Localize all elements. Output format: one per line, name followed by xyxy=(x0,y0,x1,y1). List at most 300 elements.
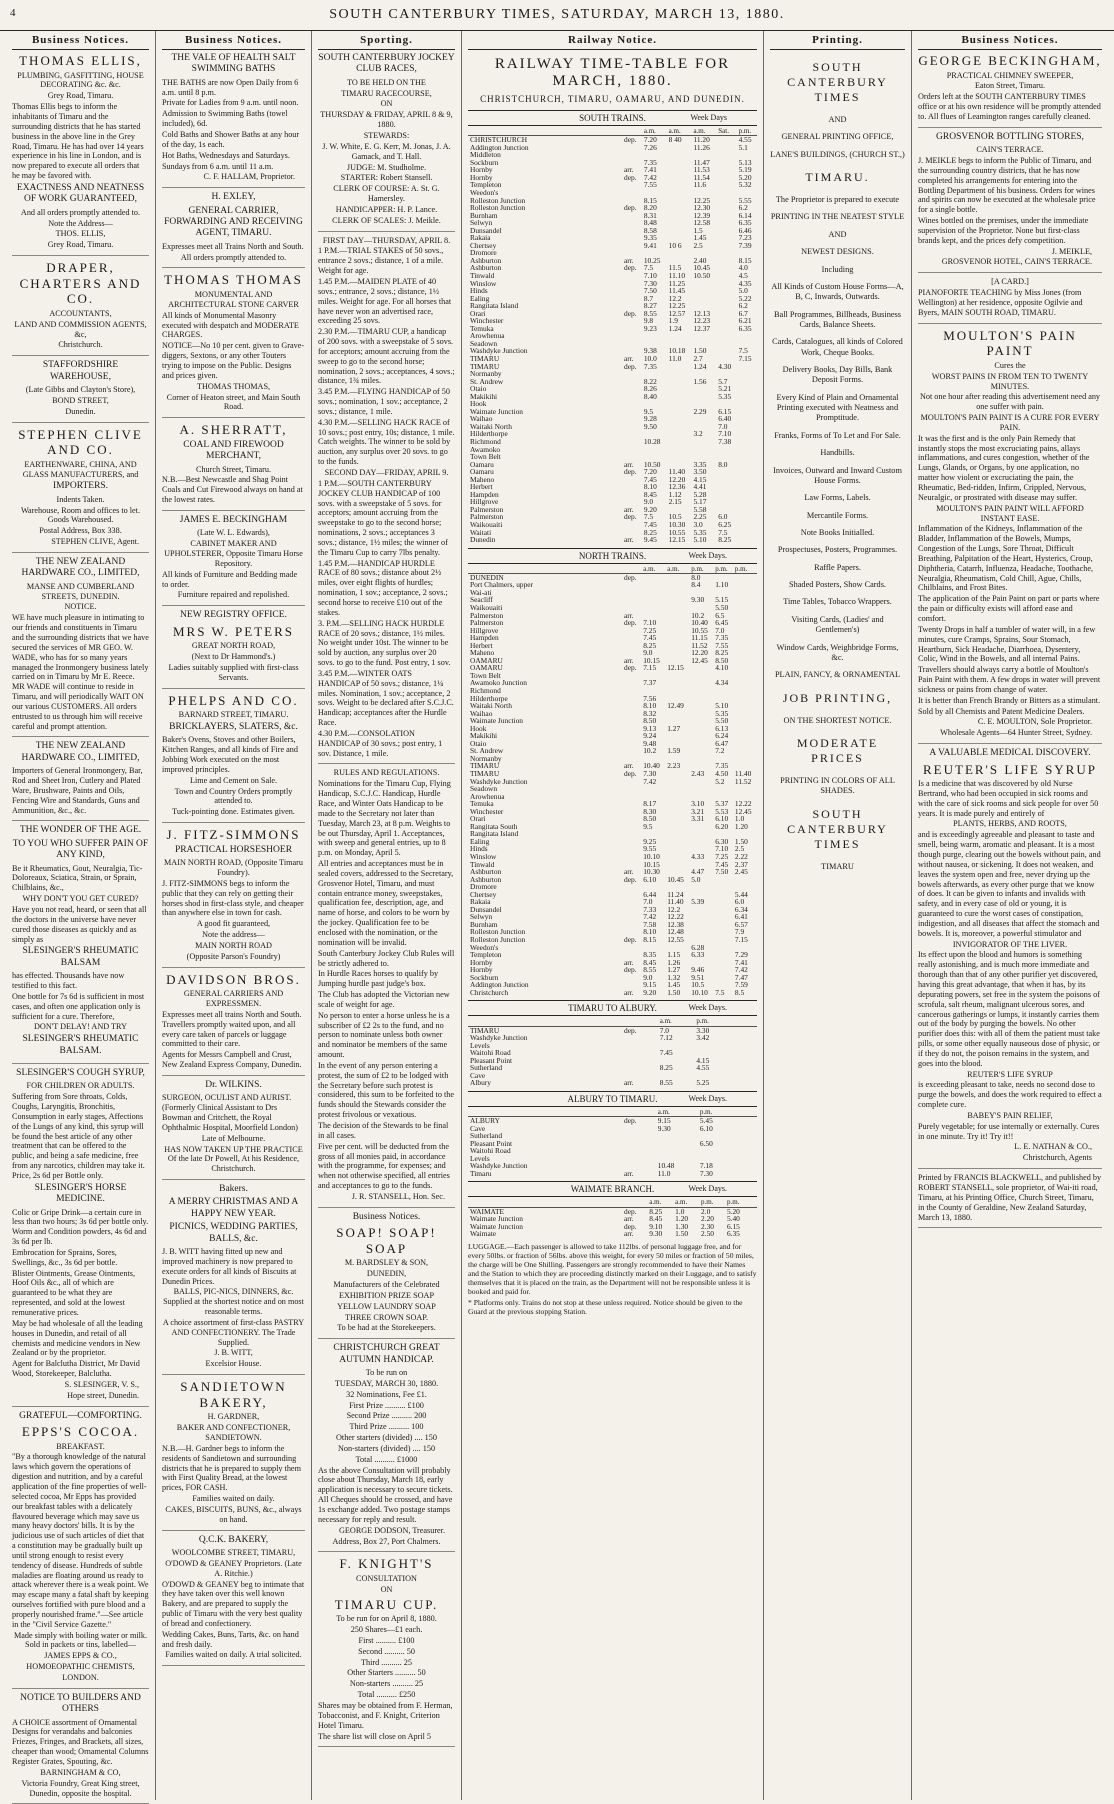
ad-line: Excelsior House. xyxy=(205,1359,262,1369)
ad-line: All kinds of Furniture and Bedding made to order. xyxy=(162,569,298,589)
timetable-title xyxy=(468,548,757,564)
departure-time: 12.20 xyxy=(668,474,686,484)
railway-note: LUGGAGE.—Each passenger is allowed to take 112lbs. of personal luggage free, and for every 50lbs. or fraction of 56lbs. above this weight, for every 50 miles or fraction of 50 miles, the charge will be One Shilling. Passengers are strongly recommended to have their Names and the Station to which they are proceeding distinctly marked on their Luggage, and to satisfy themselves that it is placed on the train, as the Department will not be responsible unless it is booked and paid for. xyxy=(468,1241,757,1297)
departure-time: 10.30 xyxy=(643,867,660,877)
advertisement xyxy=(12,1068,149,1407)
ad-line: Non-starters .......... 25 xyxy=(349,1679,424,1689)
departure-time: 3.31 xyxy=(691,814,705,824)
departure-time xyxy=(716,317,736,325)
departure-time: 12.22 xyxy=(734,799,752,809)
departure-time: 1.56 xyxy=(693,376,707,386)
printing-line: SOUTH CANTERBURY TIMES xyxy=(787,60,888,104)
departure-time: 7.9 xyxy=(734,927,745,937)
departure-time: 7.5 xyxy=(738,346,748,356)
departure-time xyxy=(733,740,757,748)
station-name: Maheno xyxy=(470,648,495,658)
departure-time xyxy=(716,264,736,272)
departure-time: 8.32 xyxy=(643,708,657,718)
departure-time: 8.45 xyxy=(643,489,657,499)
station-name: Chertsey xyxy=(470,889,497,899)
ad-list xyxy=(12,53,149,1804)
departure-time: 11.40 xyxy=(668,467,686,477)
ad-line: BAKER AND CONFECTIONER, SANDIETOWN. xyxy=(176,1423,291,1443)
departure-time xyxy=(665,838,689,846)
departure-time: 5.55 xyxy=(738,195,752,205)
departure-time xyxy=(622,725,641,733)
ad-line: Agent for Balclutha District, Mr David Wood, Storekeeper, Balclutha. xyxy=(12,1359,140,1379)
departure-time xyxy=(622,325,642,333)
ad-line: ON xyxy=(380,99,393,109)
printing-line: Time Tables, Tobacco Wrappers. xyxy=(783,597,892,607)
departure-time: 9.30 xyxy=(691,595,705,605)
timetable-row xyxy=(468,181,757,189)
departure-time xyxy=(667,151,692,159)
departure-time xyxy=(641,573,665,581)
departure-time xyxy=(667,415,692,423)
ad-line: MAIN NORTH ROAD xyxy=(195,940,272,950)
departure-time: 6.41 xyxy=(734,912,748,922)
departure-time xyxy=(622,446,642,454)
departure-time xyxy=(716,498,736,506)
timetable-row xyxy=(468,604,757,612)
departure-time xyxy=(667,181,692,189)
departure-time: 8.4 xyxy=(691,580,701,590)
ad-line: 4.30 P.M.—SELLING HACK RACE of 10 sovs.; post entry, 10s; distance, 1 mile. Catch weights. The winner to be sold by auction, any surplus over 20 sovs. to go to the funds. xyxy=(318,417,455,467)
station-name: Otaio xyxy=(470,738,487,748)
departure-time: 12.48 xyxy=(667,927,684,937)
advertisement xyxy=(12,260,149,356)
column-railway-notice xyxy=(462,31,764,1800)
ad-list xyxy=(318,53,455,1747)
advertisement xyxy=(12,360,149,422)
timetable-header-cell: a.m. xyxy=(658,1018,695,1026)
departure-time: 6.47 xyxy=(715,738,729,748)
departure-time: 10.45 xyxy=(667,874,684,884)
departure-time xyxy=(749,1170,757,1178)
departure-time: 6.0 xyxy=(734,897,745,907)
departure-time: dep. xyxy=(624,512,637,522)
departure-time: 7.42 xyxy=(643,172,657,182)
printing-line: All Kinds of Custom House Forms—A, B, C, Inwards, Outwards. xyxy=(771,281,904,302)
departure-time: 8.45 xyxy=(649,1214,663,1224)
departure-time xyxy=(716,468,736,476)
departure-time: 9.15 xyxy=(643,980,657,990)
station-name: Palmerston xyxy=(470,504,504,514)
departure-time xyxy=(691,287,716,295)
ad-line: PICNICS, WEDDING PARTIES, BALLS, &c. xyxy=(169,1222,298,1244)
timetable-row xyxy=(468,370,757,378)
departure-time xyxy=(716,204,736,212)
departure-time xyxy=(748,1064,757,1072)
departure-time: 7.33 xyxy=(643,904,657,914)
ad-line: SANDIETOWN BAKERY, xyxy=(180,1379,287,1410)
timetable-header-cell: a.m. xyxy=(667,128,692,136)
ad-line: BARNINGHAM & CO, xyxy=(40,1767,121,1777)
station-name: Hinds xyxy=(470,844,488,854)
departure-time xyxy=(731,1079,740,1087)
departure-time: dep. xyxy=(624,172,637,182)
departure-time xyxy=(689,717,713,725)
departure-time xyxy=(665,627,689,635)
departure-time xyxy=(732,1162,740,1170)
ad-line: J. B. WITT, xyxy=(214,1348,253,1358)
departure-time xyxy=(737,536,757,544)
departure-time xyxy=(737,363,757,371)
departure-time xyxy=(622,400,642,408)
ad-line: South Canterbury Jockey Club Rules will be strictly adhered to. xyxy=(318,948,455,968)
departure-time: 7.0 xyxy=(718,421,728,431)
departure-time: 6.45 xyxy=(715,618,729,628)
timetable-row xyxy=(468,717,757,725)
departure-time xyxy=(641,589,665,597)
departure-time xyxy=(622,1049,658,1057)
departure-time xyxy=(667,393,692,401)
departure-time: 7.59 xyxy=(734,980,748,990)
ad-line: The Club has adopted the Victorian new scale of weight for age. xyxy=(318,990,450,1009)
departure-time xyxy=(622,974,641,982)
ad-line: MOULTON'S PAIN PAINT WILL AFFORD INSTANT EASE. xyxy=(936,503,1084,523)
timetable-row xyxy=(468,740,757,748)
departure-time xyxy=(622,370,642,378)
departure-time: 8.15 xyxy=(643,195,657,205)
departure-time: dep. xyxy=(624,1116,637,1126)
column-business-notices-3 xyxy=(912,31,1108,1800)
advertisement xyxy=(318,1212,455,1339)
departure-time: 5.15 xyxy=(715,595,729,605)
departure-time: 9.45 xyxy=(643,535,657,545)
departure-time: 10.2 xyxy=(691,610,705,620)
departure-time xyxy=(622,785,641,793)
timetable-row xyxy=(468,830,757,838)
station-name: Selwyn xyxy=(470,218,493,228)
departure-time: 8.10 xyxy=(643,482,657,492)
ad-line: EXACTNESS AND NEATNESS OF WORK GUARANTEED, xyxy=(16,182,145,205)
timetable-row xyxy=(468,1170,757,1178)
departure-time xyxy=(665,823,689,831)
timetable-row xyxy=(468,536,757,544)
station-name: Dunsandel xyxy=(470,225,502,235)
departure-time: 7.41 xyxy=(643,165,657,175)
station-name: Rolleston Junction xyxy=(470,927,526,937)
departure-time xyxy=(622,891,641,899)
departure-time xyxy=(713,687,733,695)
departure-time: dep. xyxy=(624,965,637,975)
departure-time: 4.33 xyxy=(691,852,705,862)
departure-time: 1.27 xyxy=(667,965,681,975)
departure-time xyxy=(667,166,692,174)
station-name: Port Chalmers, upper xyxy=(470,580,534,590)
printing-line: PLAIN, FANCY, & ORNAMENTAL xyxy=(774,670,901,680)
timetable-row xyxy=(468,634,757,642)
departure-time xyxy=(716,302,736,310)
station-name: Waihao xyxy=(470,414,493,424)
ad-line: (Opposite Parson's Foundry) xyxy=(186,951,281,961)
departure-time xyxy=(732,1170,740,1178)
timetable-row xyxy=(468,1140,757,1148)
ad-line: TIMARU RACECOURSE, xyxy=(341,88,432,98)
timetable-row xyxy=(468,649,757,657)
departure-time: 4.5 xyxy=(738,270,748,280)
station-name: Waitohi Road xyxy=(470,1048,511,1058)
station-name: Burnham xyxy=(470,210,498,220)
printing-line: The Proprietor is prepared to execute xyxy=(775,195,900,205)
departure-time: 1.5 xyxy=(693,225,703,235)
ad-line: All entries and acceptances must be in sealed covers, addressed to the Secretary, Grosvenor Hotel, Timaru, and must contain entrance money, sweepstakes, qualification fee, description, age, and name of horse, and colors to be worn by the jockey. Qualification fee to be enclosed with the nomination, or the nomination will be invalid. xyxy=(318,859,454,947)
ad-line: Blister Ointments, Grease Ointments, Hoof Oils &c., all of which are guaranteed to be what they are represented, and sold at the lowest remunerative prices. xyxy=(12,1268,136,1318)
station-name: Winslow xyxy=(470,852,497,862)
departure-time: 6.14 xyxy=(738,210,752,220)
departure-time xyxy=(622,830,641,838)
timetable-row xyxy=(468,204,757,212)
departure-time: 7.45 xyxy=(643,474,657,484)
departure-time xyxy=(689,672,713,680)
ad-line: Manufacturers of the Celebrated xyxy=(333,1280,440,1290)
ad-line: GENERAL CARRIER, FORWARDING AND RECEIVING AGENT, TIMARU. xyxy=(164,205,303,239)
ad-line: DRAPER, CHARTERS AND CO. xyxy=(19,260,142,307)
timetable-row xyxy=(468,151,757,159)
timetable-row xyxy=(468,1079,757,1087)
departure-time: 7.42 xyxy=(734,965,748,975)
departure-time xyxy=(740,1064,749,1072)
departure-time: 9.15 xyxy=(657,1116,671,1126)
departure-time: arr. xyxy=(624,255,634,265)
departure-time: 8 40 xyxy=(668,135,682,145)
ad-line: EPPS'S COCOA. xyxy=(21,1424,140,1439)
ad-line: TIMARU CUP. xyxy=(334,1596,439,1612)
departure-time: 12.49 xyxy=(667,701,684,711)
departure-time xyxy=(641,596,665,604)
ad-line: 1 P.M.—SOUTH CANTERBURY JOCKEY CLUB HANDICAP of 100 sovs. with a sweepstake of 5 sovs. for acceptors; amount accruing from the sweepstake to go to the second horse; nominations, 2 sovs.; acceptances 3 sovs.; distance, 1½ miles; the winner of the Timaru Cup to carry 7lbs penalty. xyxy=(318,478,448,557)
ad-line: Total .......... £1000 xyxy=(355,1454,418,1464)
departure-time: 7.5 xyxy=(643,263,654,273)
departure-time: 8.31 xyxy=(643,210,657,220)
timetable-row xyxy=(468,363,757,371)
departure-time: 6.44 xyxy=(643,889,657,899)
ad-line: Bakers. xyxy=(219,1184,248,1195)
advertisement xyxy=(918,328,1102,744)
departure-time xyxy=(622,913,641,921)
ad-line: and is exceedingly agreeable and pleasant to taste and smell, being warm, aromatic and pleasant. It is a most though purge, clearing out the bowels without pain, and without nausea, or sickening. It does not weaken, and leaves the system open and free, never drying up the bowels afterwards, as every other purge that we know of does. It can be given to infants and invalids with safety, and in every case of old or young, it is guaranteed to cure the worst cases of constipation, indigestion, and all diseases that affect the stomach and bowels. It is, moreover, a powerful stimulator and xyxy=(918,830,1101,938)
departure-time: 7.10 xyxy=(643,270,657,280)
departure-time xyxy=(716,446,736,454)
ad-line: has effected. Thousands have now testified to this fact. xyxy=(12,971,125,990)
ad-line: Have you not read, heard, or seen that all the doctors in the universe have never cured those diseases as quickly and as simply as xyxy=(12,904,147,944)
departure-time: dep. xyxy=(624,769,637,778)
departure-time xyxy=(737,332,757,340)
departure-time: 12.36 xyxy=(668,482,686,492)
departure-time xyxy=(622,189,642,197)
departure-time xyxy=(622,1140,656,1148)
departure-time xyxy=(732,1140,740,1148)
ad-line: 250 Shares—£1 each. xyxy=(350,1625,423,1635)
ad-line: BRICKLAYERS, SLATERS, &c. xyxy=(169,722,298,733)
station-name: Otaio xyxy=(470,384,487,394)
printing-line: TIMARU. xyxy=(805,170,870,185)
station-name: Sutherland xyxy=(470,1063,503,1073)
advertisement xyxy=(918,748,1102,1169)
ad-line: THOMAS THOMAS, xyxy=(196,381,271,391)
ad-line: L. E. NATHAN & CO., xyxy=(1014,1142,1092,1152)
departure-time: 7.35 xyxy=(715,761,729,771)
departure-time: 7.35 xyxy=(643,361,657,371)
timetable-header-cell xyxy=(740,1018,749,1026)
ad-line: IMPORTERS. xyxy=(52,481,109,492)
timetable-days: Week Days xyxy=(690,113,727,122)
departure-time xyxy=(622,242,642,250)
station-name: Weedon's xyxy=(470,187,499,197)
ad-line: Agents for Messrs Campbell and Crust, New Zealand Express Company, Dunedin. xyxy=(162,1050,302,1070)
station-name: Hornby xyxy=(470,165,493,175)
departure-time: 1.15 xyxy=(667,950,681,960)
departure-time: 5.20 xyxy=(726,1206,740,1216)
timetable-row xyxy=(468,347,757,355)
departure-time xyxy=(665,861,689,869)
station-name: Winchester xyxy=(470,806,504,816)
ad-line: HANDICAPPER: H. P. Lance. xyxy=(335,204,438,214)
departure-time: 7.0 xyxy=(715,625,725,635)
timetable-row xyxy=(468,513,757,521)
ad-line: Made simply with boiling water or milk. Sold in packets or tins, labelled— xyxy=(13,1630,148,1650)
departure-time: 1.45 xyxy=(693,233,707,243)
departure-time xyxy=(689,921,713,929)
newspaper-title: SOUTH CANTERBURY TIMES, SATURDAY, MARCH 13, 1880. xyxy=(329,7,785,22)
departure-time: 6.35 xyxy=(738,218,752,228)
departure-time xyxy=(716,249,736,257)
departure-time xyxy=(665,808,689,816)
departure-time: 5.0 xyxy=(738,286,748,296)
column-printing xyxy=(764,31,912,1800)
ad-line: GEORGE DODSON, Treasurer. xyxy=(339,1525,445,1535)
timetable-header-cell xyxy=(622,1199,647,1207)
departure-time: 10.15 xyxy=(643,859,660,869)
departure-time: 3.2 xyxy=(693,429,703,439)
departure-time xyxy=(667,204,692,212)
departure-time: 6.0 xyxy=(718,512,728,522)
ad-line: STEPHEN CLIVE AND CO. xyxy=(18,426,143,458)
departure-time: arr. xyxy=(624,957,634,967)
ad-line: FIRST DAY—THURSDAY, APRIL 8. xyxy=(322,235,451,245)
timetable xyxy=(468,128,757,544)
departure-time: 12.30 xyxy=(693,203,711,213)
departure-time: 6.13 xyxy=(715,723,729,733)
station-name: Rolleston Junction xyxy=(470,195,526,205)
departure-time xyxy=(716,136,736,144)
ad-line: A VALUABLE MEDICAL DISCOVERY. xyxy=(929,748,1091,759)
station-name: Rakaia xyxy=(470,233,491,243)
station-name: ALBURY xyxy=(470,1116,500,1126)
departure-time: 12.45 xyxy=(691,655,708,665)
timetable-row xyxy=(468,1162,757,1170)
departure-time: dep. xyxy=(624,135,637,145)
departure-time: 5.10 xyxy=(693,535,707,545)
timetable-row xyxy=(468,944,757,952)
departure-time: 8.50 xyxy=(715,655,729,665)
column-business-notices-2 xyxy=(156,31,312,1800)
station-name: Washdyke Junction xyxy=(470,776,528,786)
departure-time xyxy=(749,1155,757,1163)
departure-time: arr. xyxy=(624,165,634,175)
departure-time: 8.7 xyxy=(643,293,654,303)
ad-line: CAIN'S TERRACE. xyxy=(976,145,1044,155)
departure-time: 12.22 xyxy=(667,912,684,922)
departure-time: dep. xyxy=(624,467,637,477)
departure-time: 7.39 xyxy=(738,240,752,250)
station-name: Ashburton xyxy=(470,874,502,884)
timetable-row xyxy=(468,845,757,853)
departure-time xyxy=(642,332,667,340)
ad-line: CABINET MAKER AND UPHOLSTERER, Opposite Timaru Horse Repository. xyxy=(164,539,303,568)
ad-line: H. GARDNER, xyxy=(207,1412,260,1422)
ad-line: Wedding Cakes, Buns, Tarts, &c. on hand and fresh daily. xyxy=(162,1629,299,1649)
departure-time: 11.10 xyxy=(668,270,686,280)
column-heading: Business Notices. xyxy=(12,34,149,50)
departure-time: 12.58 xyxy=(693,218,711,228)
ad-line: Lime and Cement on Sale. xyxy=(189,775,278,785)
departure-time xyxy=(737,453,757,461)
timetable-row xyxy=(468,1064,757,1072)
departure-time xyxy=(748,1057,757,1065)
timetable-row xyxy=(468,581,757,589)
ad-line: In the event of any person entering a protest, the sum of £2 to be lodged with the Secretary before such protest is considered, this sum to be forfeited to the funds should the Stewards consider the protest frivolous or vexatious. xyxy=(318,1060,454,1120)
departure-time: arr. xyxy=(624,1168,634,1178)
ad-line: Importers of General Ironmongery, Bar, Rod and Sheet Iron, Cutlery and Plated Ware, Brushware, Paints and Oils, Fencing Wire and Standards, Guns and Ammunition, &c., &c. xyxy=(12,766,143,815)
timetable-row xyxy=(468,453,757,461)
departure-time xyxy=(716,347,736,355)
ad-line: 3.45 P.M.—WINTER OATS HANDICAP of 50 sovs.; distance, 1¼ miles. Nomination, 1 sov.; acceptance, 2 sovs. Weight to be declared after S.C.J.C. Handicap; acceptances after the Hurdle Race. xyxy=(318,668,454,728)
station-name: Awamoko Junction xyxy=(470,678,528,688)
advertisement xyxy=(162,192,305,268)
departure-time xyxy=(667,423,692,431)
timetable-row xyxy=(468,287,757,295)
station-name: Levels xyxy=(470,1153,490,1163)
departure-time: 11.0 xyxy=(657,1168,671,1178)
printing-line: NEWEST DESIGNS. xyxy=(801,247,874,257)
ad-line: STARTER: Robert Stansell. xyxy=(340,173,433,183)
departure-time xyxy=(667,408,692,416)
timetable-header-cell xyxy=(741,1109,749,1117)
departure-time xyxy=(740,1079,749,1087)
printing-line: Delivery Books, Day Bills, Bank Deposit Forms. xyxy=(782,365,893,385)
printing-line: GENERAL PRINTING OFFICE, xyxy=(781,132,894,142)
departure-time xyxy=(737,461,757,469)
departure-time: 3.35 xyxy=(693,459,707,469)
station-name: Hampden xyxy=(470,633,499,643)
departure-time: 1.0 xyxy=(734,814,745,824)
departure-time xyxy=(641,604,665,612)
departure-time: 7.0 xyxy=(643,897,653,907)
departure-time xyxy=(622,287,642,295)
departure-time xyxy=(716,325,736,333)
departure-time: 9.51 xyxy=(691,972,705,982)
departure-time: 4.55 xyxy=(738,135,752,145)
departure-time: 5.40 xyxy=(726,1214,740,1224)
departure-time: 8.22 xyxy=(643,376,657,386)
station-name: TIMARU xyxy=(470,1025,500,1035)
ad-line: N.B.—Best Newcastle and Shag Point Coals and Cut Firewood always on hand at the lowest rates. xyxy=(162,475,303,505)
departure-time xyxy=(622,898,641,906)
station-name: Hillgrove xyxy=(470,497,499,507)
timetable-row xyxy=(468,317,757,325)
ad-line: Wines bottled on the premises, under the immediate supervision of the Proprietor. None but first-class brands kept, and the prices defy competition. xyxy=(918,216,1089,245)
ad-line: Dunedin. xyxy=(65,406,96,416)
departure-time xyxy=(622,483,642,491)
departure-time: 9.8 xyxy=(643,316,654,326)
printing-line: TIMARU xyxy=(821,861,854,871)
station-name: Pleasant Point xyxy=(470,1055,513,1065)
ad-line: S. SLESINGER, V. S., xyxy=(64,1379,139,1389)
advertisement xyxy=(318,1556,455,1747)
departure-time xyxy=(716,257,736,265)
